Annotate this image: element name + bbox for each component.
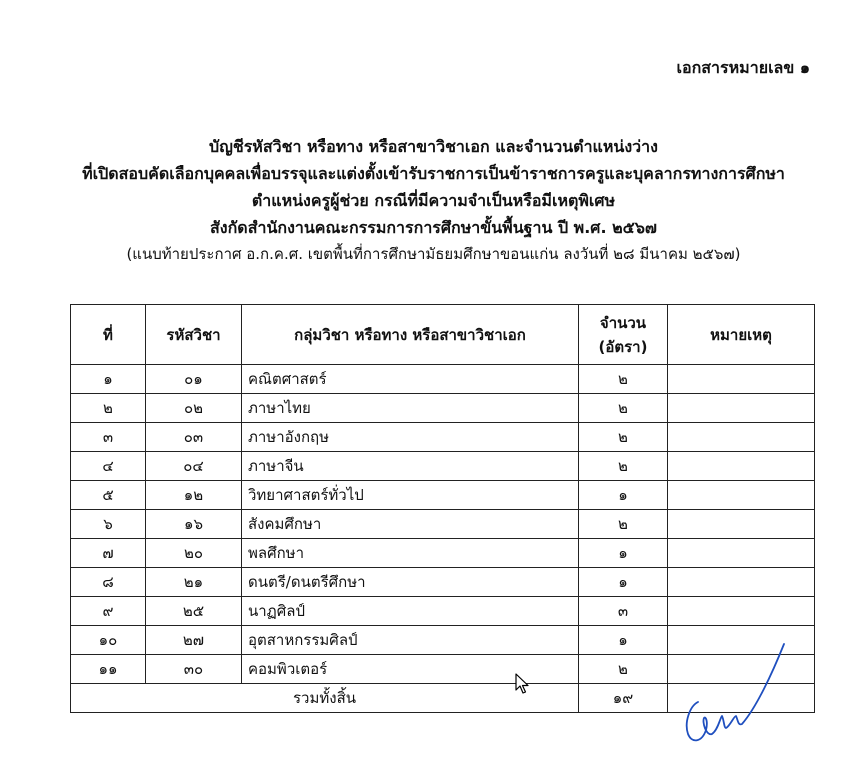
header-count-line-1: จำนวน [599, 313, 647, 332]
cell-no: ๔ [71, 452, 146, 481]
cell-count: ๒ [579, 365, 668, 394]
document-number: เอกสารหมายเลข ๑ [676, 58, 810, 77]
cell-code: ๒๗ [146, 626, 242, 655]
cell-no: ๒ [71, 394, 146, 423]
cell-remark [668, 539, 815, 568]
total-label: รวมทั้งสิ้น [71, 684, 579, 713]
cell-count: ๓ [579, 597, 668, 626]
cell-remark [668, 452, 815, 481]
cell-code: ๒๑ [146, 568, 242, 597]
cell-remark [668, 394, 815, 423]
title-subtitle: (แนบท้ายประกาศ อ.ก.ค.ศ. เขตพื้นที่การศึกษามัธยมศึกษาขอนแก่น ลงวันที่ ๒๘ มีนาคม ๒๕๖๗) [126, 245, 741, 263]
cell-count: ๒ [579, 423, 668, 452]
header-subject: กลุ่มวิชา หรือทาง หรือสาขาวิชาเอก [242, 305, 579, 365]
cell-subject: ดนตรี/ดนตรีศึกษา [242, 568, 579, 597]
header-code: รหัสวิชา [146, 305, 242, 365]
table-row [71, 365, 815, 394]
cell-subject: ภาษาไทย [242, 394, 579, 423]
cell-subject: สังคมศึกษา [242, 510, 579, 539]
cell-no: ๗ [71, 539, 146, 568]
cell-subject: ภาษาจีน [242, 452, 579, 481]
table-header-row [71, 305, 815, 365]
cell-code: ๒๕ [146, 597, 242, 626]
cell-count: ๒ [579, 655, 668, 684]
cell-remark [668, 568, 815, 597]
cell-subject: ภาษาอังกฤษ [242, 423, 579, 452]
cell-count: ๑ [579, 626, 668, 655]
cell-no: ๕ [71, 481, 146, 510]
cell-subject: พลศึกษา [242, 539, 579, 568]
header-no: ที่ [71, 305, 146, 365]
cell-no: ๖ [71, 510, 146, 539]
cell-remark [668, 510, 815, 539]
cell-no: ๘ [71, 568, 146, 597]
cell-count: ๒ [579, 394, 668, 423]
cell-code: ๐๒ [146, 394, 242, 423]
cell-remark [668, 597, 815, 626]
header-count [579, 305, 668, 365]
cell-count: ๒ [579, 510, 668, 539]
cell-code: ๑๒ [146, 481, 242, 510]
title-block [0, 133, 867, 268]
table-row [71, 597, 815, 626]
cell-no: ๑๑ [71, 655, 146, 684]
cell-code: ๒๐ [146, 539, 242, 568]
table-row [71, 394, 815, 423]
signature-icon [680, 636, 790, 756]
title-line-3: ตำแหน่งครูผู้ช่วย กรณีที่มีความจำเป็นหรือมีเหตุพิเศษ [251, 191, 616, 210]
title-line-4: สังกัดสำนักงานคณะกรรมการการศึกษาขั้นพื้นฐาน ปี พ.ศ. ๒๕๖๗ [210, 218, 657, 237]
cell-code: ๐๑ [146, 365, 242, 394]
cell-count: ๑ [579, 481, 668, 510]
cell-code: ๑๖ [146, 510, 242, 539]
cell-subject: นาฏศิลป์ [242, 597, 579, 626]
cell-subject: คณิตศาสตร์ [242, 365, 579, 394]
header-count-line-2: (อัตรา) [598, 337, 648, 356]
title-line-2: ที่เปิดสอบคัดเลือกบุคคลเพื่อบรรจุและแต่งตั้งเข้ารับราชการเป็นข้าราชการครูและบุคลากรทางการศึกษา [82, 164, 785, 183]
cell-subject: คอมพิวเตอร์ [242, 655, 579, 684]
cell-count: ๑ [579, 539, 668, 568]
total-count: ๑๙ [579, 684, 668, 713]
cell-code: ๐๓ [146, 423, 242, 452]
cell-remark [668, 365, 815, 394]
cell-no: ๓ [71, 423, 146, 452]
table-row [71, 510, 815, 539]
cell-count: ๒ [579, 452, 668, 481]
mouse-pointer-icon [515, 673, 531, 695]
cell-code: ๓๐ [146, 655, 242, 684]
table-row [71, 481, 815, 510]
table-row [71, 423, 815, 452]
cell-no: ๑๐ [71, 626, 146, 655]
table-row [71, 568, 815, 597]
cell-remark [668, 481, 815, 510]
cell-subject: อุตสาหกรรมศิลป์ [242, 626, 579, 655]
cell-code: ๐๔ [146, 452, 242, 481]
cell-count: ๑ [579, 568, 668, 597]
header-remark: หมายเหตุ [668, 305, 815, 365]
cell-remark [668, 423, 815, 452]
table-row [71, 539, 815, 568]
title-line-1: บัญชีรหัสวิชา หรือทาง หรือสาขาวิชาเอก และจำนวนตำแหน่งว่าง [209, 137, 658, 156]
cell-no: ๙ [71, 597, 146, 626]
cell-no: ๑ [71, 365, 146, 394]
table-row [71, 452, 815, 481]
cell-subject: วิทยาศาสตร์ทั่วไป [242, 481, 579, 510]
